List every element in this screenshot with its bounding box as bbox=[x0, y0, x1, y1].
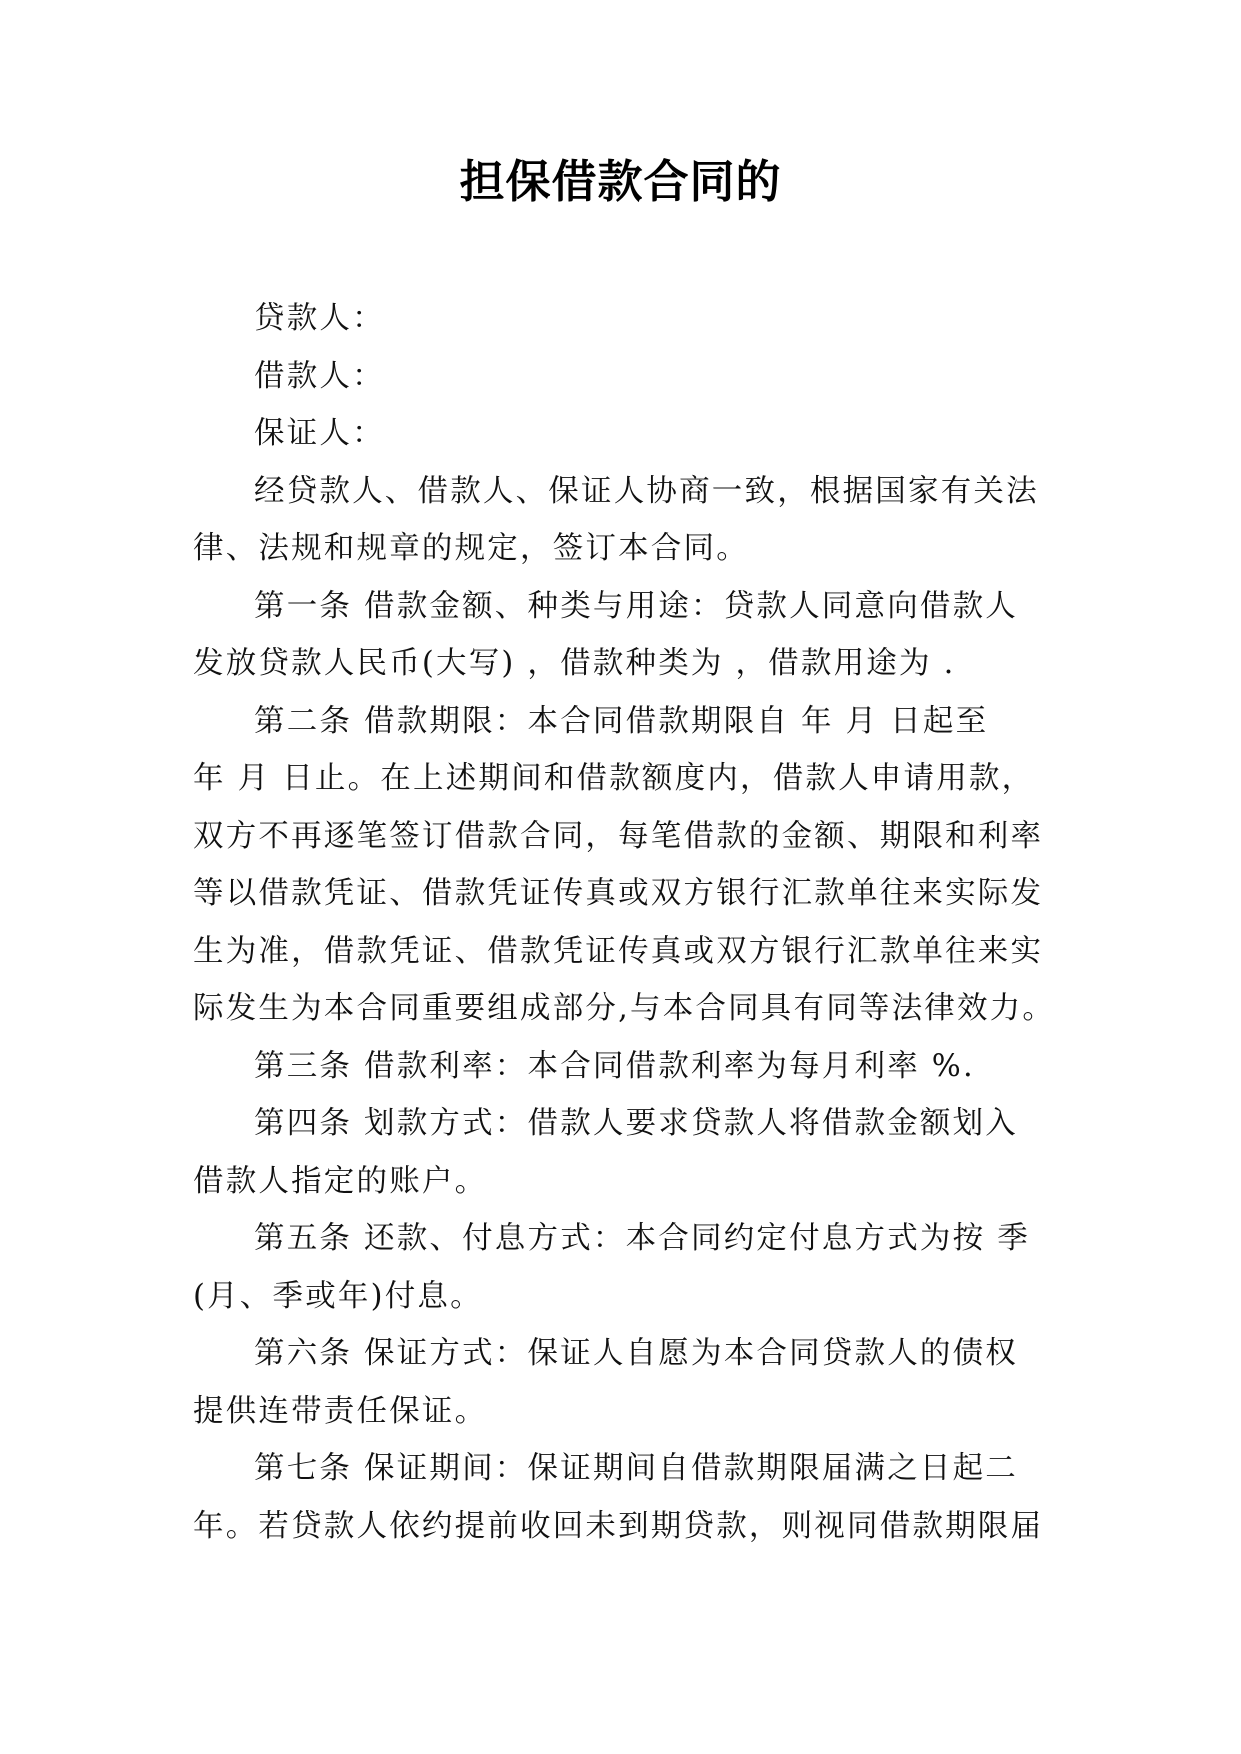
text-line: 第一条 借款金额、种类与用途：贷款人同意向借款人 bbox=[254, 588, 1018, 624]
text-line: 第六条 保证方式：保证人自愿为本合同贷款人的债权 bbox=[254, 1336, 1018, 1371]
article-3 bbox=[193, 1038, 1053, 1096]
article-2 bbox=[193, 693, 1056, 1038]
text-line: 借款人： bbox=[254, 358, 385, 394]
text-line: 保证人： bbox=[254, 416, 385, 451]
text-line: 第二条 借款期限：本合同借款期限自 年 月 日起至 bbox=[254, 703, 989, 739]
text-line: 发放贷款人民币(大写) ，借款种类为 ，借款用途为 . bbox=[193, 646, 956, 681]
article-1 bbox=[193, 578, 1053, 693]
text-line: 生为准，借款凭证、借款凭证传真或双方银行汇款单往来实 bbox=[193, 933, 1044, 969]
text-line: 提供连带责任保证。 bbox=[193, 1393, 488, 1429]
intro-paragraph bbox=[193, 463, 1053, 578]
document-body bbox=[193, 290, 1056, 1555]
text-line: (月、季或年)付息。 bbox=[193, 1278, 483, 1314]
text-line: 贷款人： bbox=[254, 301, 385, 336]
article-4 bbox=[193, 1095, 1053, 1210]
text-line: 年 月 日止。在上述期间和借款额度内，借款人申请用款， bbox=[193, 761, 1035, 796]
article-6 bbox=[193, 1325, 1053, 1440]
article-5 bbox=[193, 1210, 1053, 1325]
text-line: 等以借款凭证、借款凭证传真或双方银行汇款单往来实际发 bbox=[193, 876, 1044, 911]
text-line: 律、法规和规章的规定，签订本合同。 bbox=[193, 531, 749, 566]
party-borrower-line bbox=[193, 348, 1053, 406]
document-title: 担保借款合同的 bbox=[459, 155, 782, 208]
text-line: 年。若贷款人依约提前收回未到期贷款，则视同借款期限届 bbox=[193, 1508, 1044, 1544]
text-line: 第四条 划款方式：借款人要求贷款人将借款金额划入 bbox=[254, 1106, 1018, 1141]
party-guarantor-line bbox=[193, 405, 1053, 463]
text-line: 经贷款人、借款人、保证人协商一致，根据国家有关法 bbox=[254, 473, 1039, 509]
text-line: 第五条 还款、付息方式：本合同约定付息方式为按 季 bbox=[254, 1221, 1030, 1256]
text-line: 际发生为本合同重要组成部分,与本合同具有同等法律效力。 bbox=[193, 991, 1056, 1026]
text-line: 双方不再逐笔签订借款合同，每笔借款的金额、期限和利率 bbox=[193, 818, 1044, 854]
text-line: 第七条 保证期间：保证期间自借款期限届满之日起二 bbox=[254, 1451, 1018, 1486]
party-lender-line bbox=[193, 290, 1053, 348]
text-line: 第三条 借款利率：本合同借款利率为每月利率 %. bbox=[254, 1048, 975, 1084]
article-7 bbox=[193, 1440, 1053, 1555]
text-line: 借款人指定的账户。 bbox=[193, 1163, 488, 1199]
